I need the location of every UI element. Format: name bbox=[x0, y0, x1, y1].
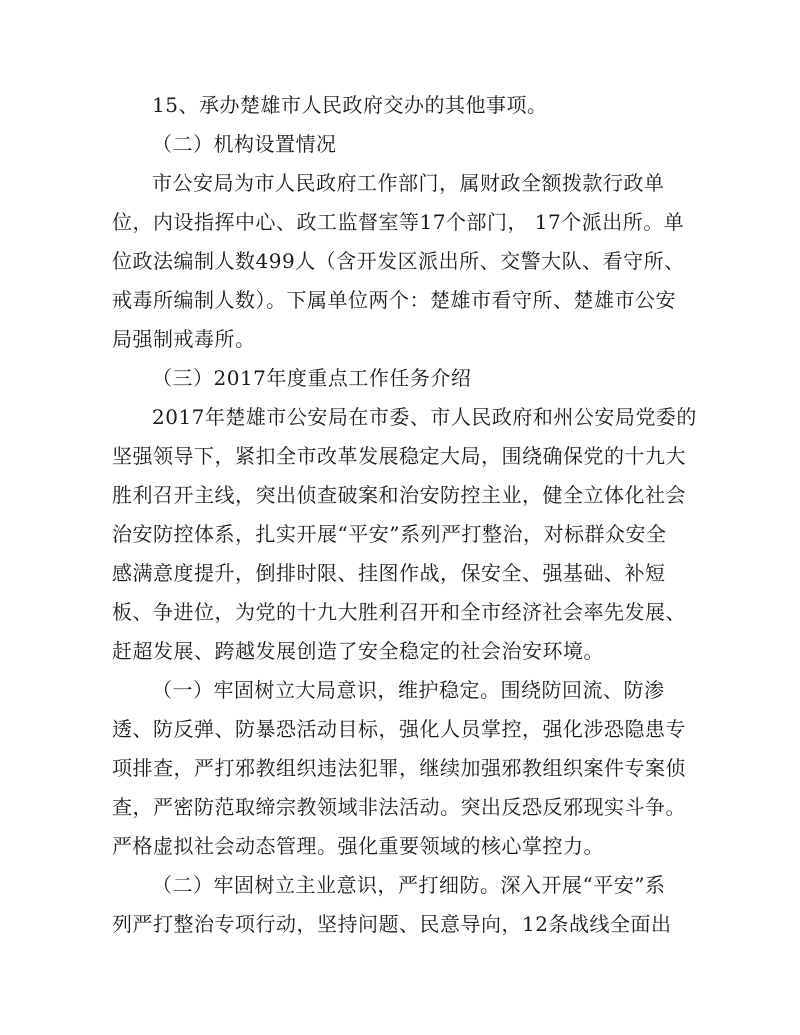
text-line: 坚强领导下，紧扣全市改革发展稳定大局，围绕确保党的十九大 bbox=[112, 444, 686, 468]
text-line: 板、争进位，为党的十九大胜利召开和全市经济社会率先发展、 bbox=[112, 600, 686, 624]
text-line: 位，内设指挥中心、政工监督室等17个部门， 17个派出所。单 bbox=[112, 210, 685, 234]
text-line: 15、承办楚雄市人民政府交办的其他事项。 bbox=[152, 93, 548, 117]
text-line: 查，严密防范取缔宗教领域非法活动。突出反恐反邪现实斗争。 bbox=[112, 795, 686, 819]
text-line: 2017年楚雄市公安局在市委、市人民政府和州公安局党委的 bbox=[152, 405, 697, 429]
section-heading bbox=[112, 359, 672, 398]
document-body bbox=[112, 86, 697, 944]
body-paragraph bbox=[112, 671, 686, 866]
text-line: （二）牢固树立主业意识，严打细防。深入开展“平安”系 bbox=[152, 873, 666, 897]
text-line: 位政法编制人数499人（含开发区派出所、交警大队、看守所、 bbox=[112, 249, 685, 273]
text-line: 治安防控体系，扎实开展“平安”系列严打整治，对标群众安全 bbox=[112, 522, 667, 546]
text-line: 项排查，严打邪教组织违法犯罪，继续加强邪教组织案件专案侦 bbox=[112, 756, 686, 780]
body-paragraph bbox=[112, 164, 685, 359]
text-line: （二）机构设置情况 bbox=[152, 132, 337, 156]
body-paragraph bbox=[112, 866, 672, 944]
body-paragraph bbox=[112, 86, 672, 125]
text-line: （三）2017年度重点工作任务介绍 bbox=[152, 366, 472, 390]
text-line: （一）牢固树立大局意识，维护稳定。围绕防回流、防渗 bbox=[152, 678, 665, 702]
text-line: 市公安局为市人民政府工作部门，属财政全额拨款行政单 bbox=[152, 171, 665, 195]
text-line: 赶超发展、跨越发展创造了安全稳定的社会治安环境。 bbox=[112, 639, 604, 663]
text-line: 列严打整治专项行动，坚持问题、民意导向，12条战线全面出 bbox=[112, 912, 672, 936]
text-line: 感满意度提升，倒排时限、挂图作战，保安全、强基础、补短 bbox=[112, 561, 666, 585]
body-paragraph bbox=[112, 398, 697, 671]
text-line: 胜利召开主线，突出侦查破案和治安防控主业，健全立体化社会 bbox=[112, 483, 686, 507]
text-line: 严格虚拟社会动态管理。强化重要领域的核心掌控力。 bbox=[112, 834, 604, 858]
text-line: 戒毒所编制人数）。下属单位两个：楚雄市看守所、楚雄市公安 bbox=[112, 288, 676, 312]
section-heading bbox=[112, 125, 672, 164]
text-line: 局强制戒毒所。 bbox=[112, 327, 256, 351]
text-line: 透、防反弹、防暴恐活动目标，强化人员掌控，强化涉恐隐患专 bbox=[112, 717, 686, 741]
